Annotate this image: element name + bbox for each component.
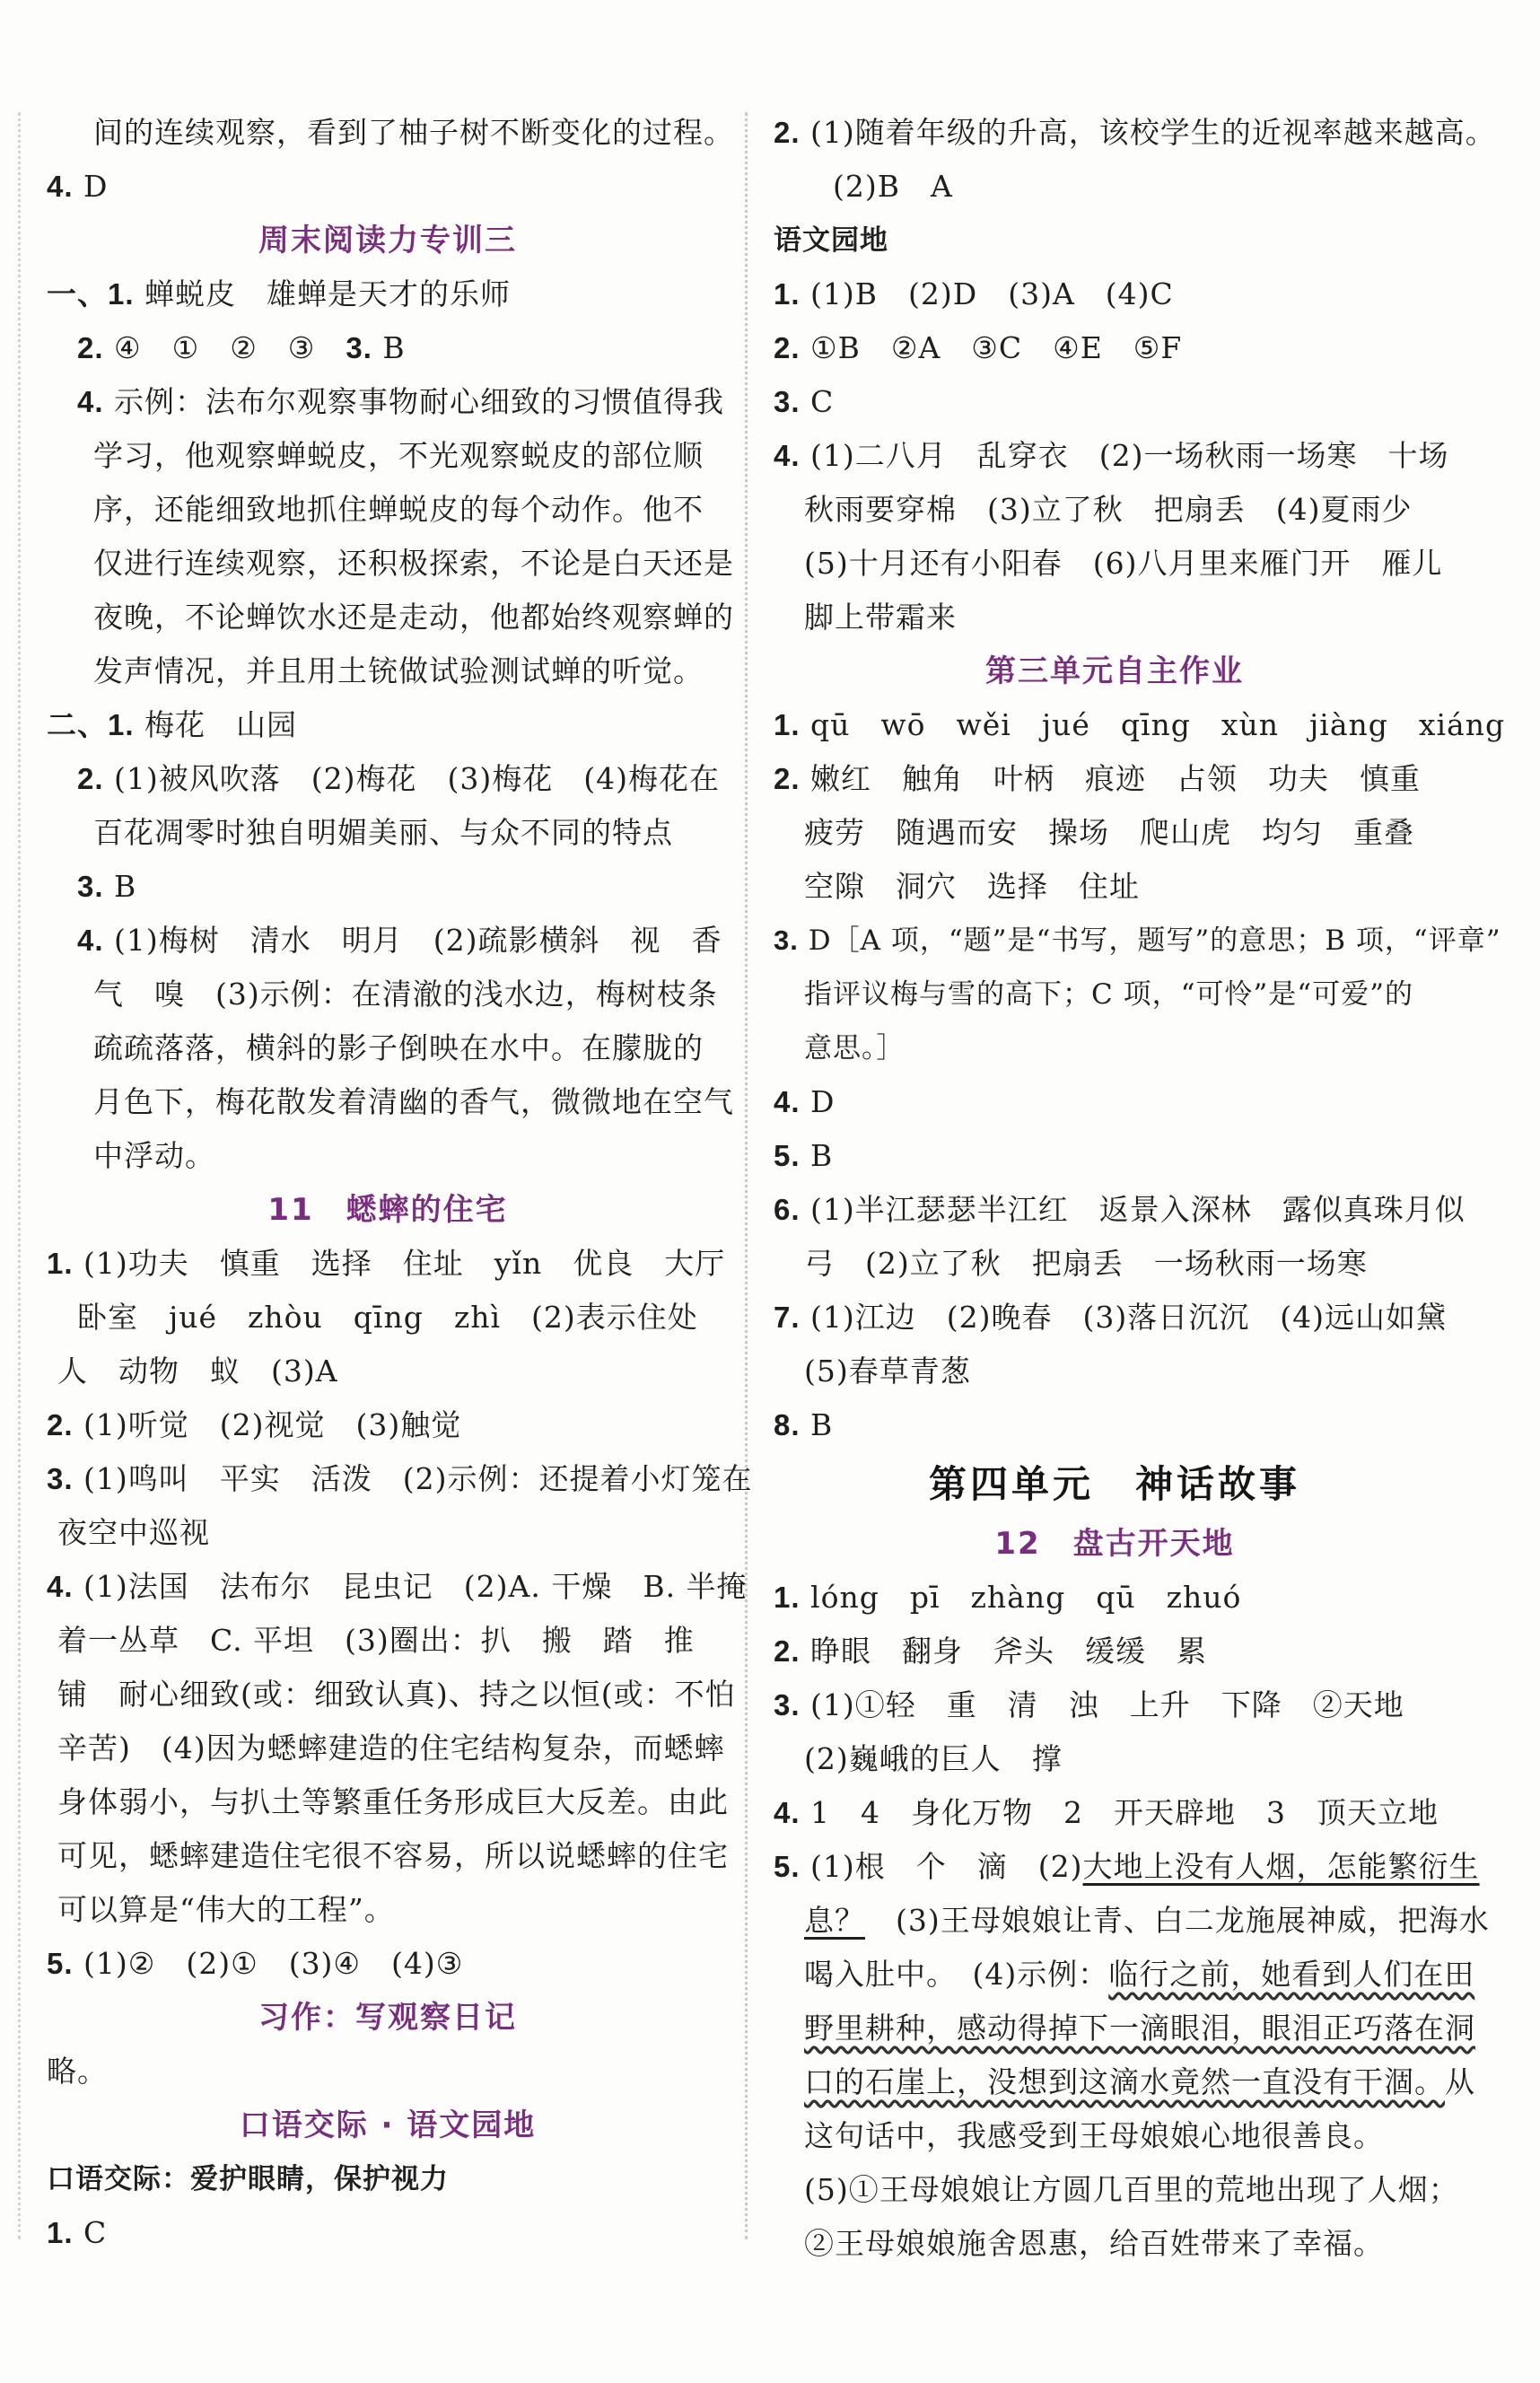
text-line: (5)十月还有小阳春 (6)八月里来雁门开 雁儿 [804,546,1443,581]
answer-text: (1)半江瑟瑟半江红 返景入深林 露似真珠月似 [810,1192,1466,1227]
item-number: 3. [346,331,372,364]
answer-text: (1)鸣叫 平实 活泼 (2)示例：还提着小灯笼在 [83,1461,753,1496]
item-number: 3. [47,1462,74,1495]
text-line: 辛苦) (4)因为蟋蟀建造的住宅结构复杂，而蟋蟀 [57,1730,725,1765]
answer-text: B [382,330,406,365]
answer-line [47,160,729,214]
answer-line [47,698,729,752]
item-number: 2. [774,762,801,795]
answer-text: 喝入肚中。 (4)示例： [804,1957,1109,1992]
text-line: 气 嗅 (3)示例：在清澈的浅水边，梅树枝条 [93,977,718,1012]
answer-text: (1)B (2)D (3)A (4)C [810,276,1174,311]
item-number: 一、1. [47,277,135,311]
answer-line [774,1398,1456,1452]
text-line: (2)巍峨的巨人 撑 [804,1741,1063,1776]
answer-text: (1)听觉 (2)视觉 (3)触觉 [83,1407,462,1442]
item-number: 4. [77,385,104,418]
answer-line [47,860,729,914]
text-line: 序，还能细致地抓住蝉蜕皮的每个动作。他不 [93,492,704,527]
answer-line [774,1625,1456,1678]
answer-line [47,2206,729,2260]
answer-text: (3)王母娘娘让青、白二龙施展神威，把海水 [865,1903,1490,1938]
item-number: 2. [774,116,801,149]
answer-line [774,429,1456,483]
answer-text: C [810,384,835,419]
answer-line [47,752,729,806]
item-number: 3. [774,385,801,418]
item-number: 5. [774,1139,801,1172]
item-number: 1. [774,1581,801,1614]
answer-text: D [83,169,109,204]
text-line: 间的连续观察，看到了柚子树不断变化的过程。 [93,115,734,150]
item-number: 二、1. [47,708,135,741]
answer-line [774,1075,1456,1129]
item-number: 4. [77,924,104,957]
answer-line [47,914,729,968]
wavy-underlined-text: 临行之前，她看到人们在田 [1108,1957,1475,1992]
subsection-label: 口语交际：爱护眼睛，保护视力 [47,2163,449,2195]
text-line: 夜晚，不论蝉饮水还是走动，他都始终观察蝉的 [93,600,734,635]
underlined-text: 息？ [804,1903,865,1938]
text-line: (5)①王母娘娘让方圆几百里的荒地出现了人烟； [804,2172,1459,2207]
text-line: 疲劳 随遇而安 操场 爬山虎 均匀 重叠 [804,815,1414,850]
item-number: 4. [774,439,801,472]
answer-text: B [810,1407,834,1442]
section-heading: 12 盘古开天地 [994,1526,1235,1562]
answer-line [47,321,729,375]
text-line: 意思。］ [804,1032,906,1064]
answer-text: D［A 项，“题”是“书写，题写”的意思；B 项，“评章” [808,924,1501,957]
text-line: 略。 [47,2054,108,2089]
item-number: 3. [774,1688,801,1722]
answer-line [47,1398,729,1452]
text-line: 这句话中，我感受到王母娘娘心地很善良。 [804,2118,1384,2153]
text-line [774,2055,1475,2109]
item-number: 1. [47,2216,74,2249]
answer-text: 嫩红 触角 叶柄 痕迹 占领 功夫 慎重 [810,761,1422,796]
answer-text: 示例：法布尔观察事物耐心细致的习惯值得我 [114,384,725,419]
answer-line [774,1571,1456,1625]
wavy-underlined-text: 野里耕种，感动得掉下一滴眼泪，眼泪正巧落在洞 [804,2011,1475,2046]
text-line: 指评议梅与雪的高下；C 项，“可怜”是“可爱”的 [804,978,1413,1011]
item-number: 3. [77,870,104,903]
answer-text: B [810,1138,834,1173]
answer-text: qū wō wěi jué qīng xùn jiàng xiáng [810,707,1506,742]
text-line: 弓 (2)立了秋 把扇丢 一场秋雨一场寒 [804,1246,1368,1281]
text-line: 月色下，梅花散发着清幽的香气，微微地在空气 [93,1084,734,1119]
text-line: 夜空中巡视 [57,1515,210,1550]
answer-text: ④ ① ② ③ [114,330,316,365]
text-line: 空隙 洞穴 选择 住址 [804,869,1140,904]
answer-line [774,375,1456,429]
answer-text: lóng pī zhàng qū zhuó [810,1580,1242,1615]
column-divider [745,112,748,2239]
unit-heading: 第四单元 神话故事 [928,1462,1300,1506]
answer-text: D [810,1084,836,1119]
left-column [47,106,753,2260]
text-line: 学习，他观察蝉蜕皮，不光观察蜕皮的部位顺 [93,438,704,473]
text-line: 身体弱小，与扒土等繁重任务形成巨大反差。由此 [57,1784,729,1819]
answer-line [774,1678,1456,1732]
text-line: 脚上带霜来 [804,600,957,635]
section-heading: 周末阅读力专训三 [258,223,517,258]
answer-text: (1)二八月 乱穿衣 (2)一场秋雨一场寒 十场 [810,438,1449,473]
item-number: 7. [774,1301,801,1334]
answer-text: (1)法国 法布尔 昆虫记 (2)A. 干燥 B. 半掩 [83,1569,748,1604]
answer-line [47,1452,753,1506]
item-number: 2. [77,331,104,364]
text-line: 秋雨要穿棉 (3)立了秋 把扇丢 (4)夏雨少 [804,492,1413,527]
item-number: 1. [774,708,801,741]
answer-line [47,1937,729,1991]
section-heading: 11 蟋蟀的住宅 [267,1192,508,1228]
answer-text: (1)①轻 重 清 浊 上升 下降 ②天地 [810,1687,1404,1722]
answer-text: (1)梅树 清水 明月 (2)疏影横斜 视 香 [114,923,722,958]
answer-text: (1)江边 (2)晚春 (3)落日沉沉 (4)远山如黛 [810,1300,1448,1335]
text-line: (2)B A [833,169,953,204]
section-heading: 口语交际 · 语文园地 [239,2107,537,2143]
answer-line [47,1237,729,1291]
item-number: 4. [47,170,74,203]
answer-line [774,106,1496,160]
answer-line [774,267,1456,321]
answer-text: (1)功夫 慎重 选择 住址 yǐn 优良 大厅 [83,1246,726,1281]
item-number: 2. [774,331,801,364]
text-line: 可以算是“伟大的工程”。 [57,1892,395,1927]
section-heading: 第三单元自主作业 [985,653,1244,689]
text-line [774,1894,1490,1948]
item-number: 2. [774,1634,801,1668]
wavy-underlined-text: 口的石崖上，没想到这滴水竟然一直没有干涸。 [804,2064,1445,2099]
text-line: ②王母娘娘施舍恩惠，给百姓带来了幸福。 [804,2226,1384,2261]
underlined-text: 大地上没有人烟，怎能繁衍生 [1082,1849,1480,1884]
answer-text: (1)② (2)① (3)④ (4)③ [83,1946,464,1981]
text-line: 铺 耐心细致(或：细致认真)、持之以恒(或：不怕 [57,1677,736,1712]
answer-line [774,698,1506,752]
answer-text: ①B ②A ③C ④E ⑤F [810,330,1183,365]
answer-line [774,1786,1456,1840]
item-number: 4. [47,1570,74,1603]
text-line: 百花凋零时独自明媚美丽、与众不同的特点 [93,815,673,850]
answer-text: 梅花 山园 [144,707,298,742]
answer-line [774,321,1456,375]
answer-text: 蝉蜕皮 雄蝉是天才的乐师 [144,276,512,311]
item-number: 1. [774,277,801,311]
answer-line [774,1840,1480,1894]
item-number: 4. [774,1085,801,1118]
item-number: 1. [47,1247,74,1280]
answer-text: (1)根 个 滴 (2) [810,1849,1083,1884]
answer-text: (1)被风吹落 (2)梅花 (3)梅花 (4)梅花在 [114,761,721,796]
answer-line [774,752,1456,806]
text-line: 着一丛草 C. 平坦 (3)圈出：扒 搬 踏 推 [57,1623,695,1658]
item-number: 2. [77,762,104,795]
answer-text: C [83,2215,108,2250]
text-line: 中浮动。 [93,1138,215,1173]
text-line: 发声情况，并且用土铳做试验测试蝉的听觉。 [93,653,704,688]
answer-text: B [114,869,137,904]
text-line [774,2002,1475,2055]
item-number: 4. [774,1796,801,1829]
answer-text: 从 [1445,2064,1475,2099]
text-line: 可见，蟋蟀建造住宅很不容易，所以说蟋蟀的住宅 [57,1838,729,1873]
text-line: (5)春草青葱 [804,1354,971,1389]
right-column [774,106,1506,2271]
answer-line [774,914,1501,968]
answer-text: 睁眼 翻身 斧头 缓缓 累 [810,1634,1208,1669]
answer-line [47,1560,748,1614]
text-line: 疏疏落落，横斜的影子倒映在水中。在朦胧的 [93,1030,704,1065]
binding-edge [18,112,21,2239]
item-number: 8. [774,1408,801,1441]
item-number: 5. [47,1947,74,1980]
answer-line [774,1291,1456,1345]
item-number: 5. [774,1850,801,1883]
text-line: 人 动物 蚁 (3)A [57,1354,338,1389]
text-line [774,1948,1475,2002]
subsection-label: 语文园地 [774,224,888,257]
answer-line [47,267,729,321]
item-number: 2. [47,1408,74,1441]
section-heading: 习作：写观察日记 [258,2000,517,2036]
answer-text: (1)随着年级的升高，该校学生的近视率越来越高。 [810,115,1496,150]
answer-line [774,1183,1466,1237]
answer-line [47,375,729,429]
text-line: 仅进行连续观察，还积极探索，不论是白天还是 [93,546,734,581]
item-number: 3. [774,924,799,956]
answer-text: 1 4 身化万物 2 开天辟地 3 顶天立地 [810,1795,1439,1830]
item-number: 6. [774,1193,801,1226]
text-line: 卧室 jué zhòu qīng zhì (2)表示住处 [77,1300,698,1335]
answer-line [774,1129,1456,1183]
